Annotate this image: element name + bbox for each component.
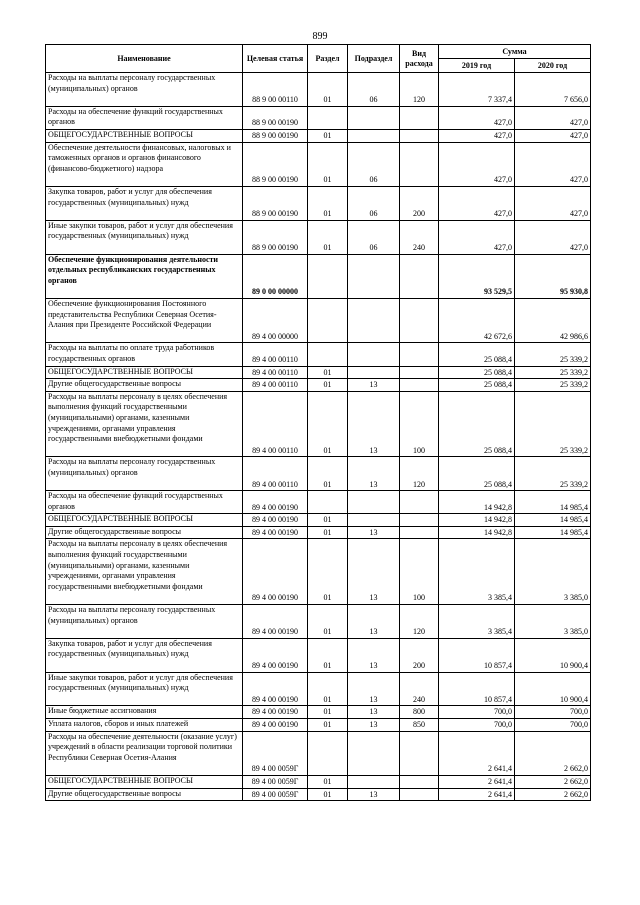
table-row bbox=[46, 186, 591, 220]
cell-sum-2020: 3 385,0 bbox=[515, 539, 591, 605]
cell-name: ОБЩЕГОСУДАРСТВЕННЫЕ ВОПРОСЫ bbox=[46, 366, 243, 379]
cell-expense-type bbox=[400, 366, 439, 379]
cell-subsection: 13 bbox=[348, 539, 400, 605]
table-row bbox=[46, 605, 591, 639]
cell-sum-2019: 10 857,4 bbox=[439, 672, 515, 706]
cell-subsection: 13 bbox=[348, 605, 400, 639]
cell-target-article: 89 4 00 00110 bbox=[243, 379, 308, 392]
cell-sum-2020: 10 900,4 bbox=[515, 672, 591, 706]
cell-target-article: 89 4 00 00190 bbox=[243, 706, 308, 719]
cell-sum-2020: 3 385,0 bbox=[515, 605, 591, 639]
cell-section: 01 bbox=[308, 706, 348, 719]
header-section: Раздел bbox=[308, 45, 348, 73]
cell-name: Расходы на выплаты по оплате труда работников государственных органов bbox=[46, 343, 243, 366]
cell-sum-2020: 2 662,0 bbox=[515, 731, 591, 775]
cell-expense-type bbox=[400, 788, 439, 801]
table-row bbox=[46, 220, 591, 254]
cell-section: 01 bbox=[308, 186, 348, 220]
cell-section: 01 bbox=[308, 73, 348, 107]
cell-expense-type bbox=[400, 106, 439, 129]
cell-expense-type bbox=[400, 731, 439, 775]
cell-sum-2019: 3 385,4 bbox=[439, 605, 515, 639]
cell-expense-type bbox=[400, 379, 439, 392]
cell-subsection: 06 bbox=[348, 220, 400, 254]
cell-target-article: 89 4 00 00000 bbox=[243, 298, 308, 342]
cell-name: Другие общегосударственные вопросы bbox=[46, 379, 243, 392]
cell-sum-2019: 700,0 bbox=[439, 706, 515, 719]
cell-section: 01 bbox=[308, 379, 348, 392]
cell-subsection: 13 bbox=[348, 457, 400, 491]
cell-sum-2020: 427,0 bbox=[515, 106, 591, 129]
cell-sum-2020: 700,0 bbox=[515, 706, 591, 719]
cell-subsection: 13 bbox=[348, 672, 400, 706]
table-row bbox=[46, 106, 591, 129]
cell-name: Расходы на выплаты персоналу в целях обеспечения выполнения функций государственными (муниципальными) органами, казенными учреждениями, органами управления государственными внебюджетными фондами bbox=[46, 539, 243, 605]
cell-expense-type: 100 bbox=[400, 539, 439, 605]
header-year-2019: 2019 год bbox=[439, 59, 515, 73]
cell-target-article: 88 9 00 00190 bbox=[243, 129, 308, 142]
cell-sum-2019: 427,0 bbox=[439, 142, 515, 186]
cell-section: 01 bbox=[308, 605, 348, 639]
table-row bbox=[46, 788, 591, 801]
cell-sum-2019: 93 529,5 bbox=[439, 254, 515, 298]
cell-name: Иные закупки товаров, работ и услуг для обеспечения государственных (муниципальных) нужд bbox=[46, 672, 243, 706]
cell-expense-type: 100 bbox=[400, 391, 439, 457]
cell-subsection: 13 bbox=[348, 379, 400, 392]
cell-sum-2020: 2 662,0 bbox=[515, 776, 591, 789]
cell-expense-type: 800 bbox=[400, 706, 439, 719]
cell-sum-2020: 2 662,0 bbox=[515, 788, 591, 801]
cell-name: Расходы на обеспечение функций государственных органов bbox=[46, 491, 243, 514]
cell-expense-type: 850 bbox=[400, 719, 439, 732]
cell-section: 01 bbox=[308, 366, 348, 379]
header-name: Наименование bbox=[46, 45, 243, 73]
cell-sum-2020: 14 985,4 bbox=[515, 514, 591, 527]
cell-target-article: 89 4 00 00190 bbox=[243, 539, 308, 605]
cell-subsection bbox=[348, 731, 400, 775]
cell-subsection bbox=[348, 298, 400, 342]
cell-name: Иные бюджетные ассигнования bbox=[46, 706, 243, 719]
cell-sum-2020: 427,0 bbox=[515, 220, 591, 254]
cell-name: Обеспечение функционирования Постоянного представительства Республики Северная Осетия-Алания при Президенте Российской Федерации bbox=[46, 298, 243, 342]
cell-name: Уплата налогов, сборов и иных платежей bbox=[46, 719, 243, 732]
cell-section: 01 bbox=[308, 391, 348, 457]
cell-target-article: 89 4 00 00190 bbox=[243, 514, 308, 527]
cell-subsection: 13 bbox=[348, 706, 400, 719]
cell-expense-type bbox=[400, 526, 439, 539]
cell-sum-2020: 427,0 bbox=[515, 186, 591, 220]
table-row bbox=[46, 379, 591, 392]
cell-sum-2019: 2 641,4 bbox=[439, 788, 515, 801]
cell-expense-type: 200 bbox=[400, 186, 439, 220]
cell-section bbox=[308, 343, 348, 366]
cell-section: 01 bbox=[308, 526, 348, 539]
cell-section: 01 bbox=[308, 457, 348, 491]
cell-target-article: 88 9 00 00190 bbox=[243, 106, 308, 129]
cell-section: 01 bbox=[308, 672, 348, 706]
table-row bbox=[46, 514, 591, 527]
table-row bbox=[46, 254, 591, 298]
cell-name: Расходы на выплаты персоналу государственных (муниципальных) органов bbox=[46, 605, 243, 639]
table-row bbox=[46, 142, 591, 186]
cell-section bbox=[308, 106, 348, 129]
cell-subsection bbox=[348, 514, 400, 527]
page-number: 899 bbox=[312, 31, 328, 42]
cell-name: Другие общегосударственные вопросы bbox=[46, 788, 243, 801]
cell-subsection: 13 bbox=[348, 638, 400, 672]
cell-name: Обеспечение деятельности финансовых, налоговых и таможенных органов и органов финансового (финансово-бюджетного) надзора bbox=[46, 142, 243, 186]
cell-expense-type: 120 bbox=[400, 605, 439, 639]
cell-name: Расходы на обеспечение функций государственных органов bbox=[46, 106, 243, 129]
cell-sum-2019: 25 088,4 bbox=[439, 457, 515, 491]
cell-expense-type: 240 bbox=[400, 672, 439, 706]
table-row bbox=[46, 526, 591, 539]
cell-name: Другие общегосударственные вопросы bbox=[46, 526, 243, 539]
cell-target-article: 89 4 00 00110 bbox=[243, 391, 308, 457]
cell-expense-type: 120 bbox=[400, 73, 439, 107]
table-row bbox=[46, 672, 591, 706]
cell-subsection: 13 bbox=[348, 526, 400, 539]
cell-sum-2020: 700,0 bbox=[515, 719, 591, 732]
cell-target-article: 89 4 00 00110 bbox=[243, 343, 308, 366]
cell-target-article: 88 9 00 00110 bbox=[243, 73, 308, 107]
table-row bbox=[46, 719, 591, 732]
cell-sum-2019: 25 088,4 bbox=[439, 343, 515, 366]
cell-section: 01 bbox=[308, 514, 348, 527]
cell-subsection: 13 bbox=[348, 391, 400, 457]
cell-sum-2019: 700,0 bbox=[439, 719, 515, 732]
cell-sum-2020: 25 339,2 bbox=[515, 366, 591, 379]
cell-sum-2019: 427,0 bbox=[439, 106, 515, 129]
cell-expense-type: 120 bbox=[400, 457, 439, 491]
cell-section: 01 bbox=[308, 719, 348, 732]
cell-subsection: 06 bbox=[348, 73, 400, 107]
cell-expense-type bbox=[400, 129, 439, 142]
cell-name: Обеспечение функционирования деятельности отдельных республиканских государственных органов bbox=[46, 254, 243, 298]
table-row bbox=[46, 298, 591, 342]
cell-subsection bbox=[348, 343, 400, 366]
table-row bbox=[46, 776, 591, 789]
table-header bbox=[46, 45, 591, 73]
cell-name: Иные закупки товаров, работ и услуг для обеспечения государственных (муниципальных) нужд bbox=[46, 220, 243, 254]
cell-target-article: 88 9 00 00190 bbox=[243, 142, 308, 186]
cell-target-article: 89 4 00 00190 bbox=[243, 719, 308, 732]
cell-section: 01 bbox=[308, 539, 348, 605]
cell-sum-2019: 14 942,8 bbox=[439, 514, 515, 527]
cell-section: 01 bbox=[308, 142, 348, 186]
table-body bbox=[46, 73, 591, 801]
cell-target-article: 89 4 00 00190 bbox=[243, 491, 308, 514]
cell-sum-2020: 95 930,8 bbox=[515, 254, 591, 298]
cell-name: ОБЩЕГОСУДАРСТВЕННЫЕ ВОПРОСЫ bbox=[46, 776, 243, 789]
cell-sum-2019: 42 672,6 bbox=[439, 298, 515, 342]
cell-name: ОБЩЕГОСУДАРСТВЕННЫЕ ВОПРОСЫ bbox=[46, 129, 243, 142]
cell-subsection: 13 bbox=[348, 719, 400, 732]
cell-name: Расходы на обеспечение деятельности (оказание услуг) учреждений в области реализации торговой политики Республики Северная Осетия-Алания bbox=[46, 731, 243, 775]
cell-name: Расходы на выплаты персоналу государственных (муниципальных) органов bbox=[46, 457, 243, 491]
cell-subsection bbox=[348, 491, 400, 514]
cell-target-article: 89 0 00 00000 bbox=[243, 254, 308, 298]
table-row bbox=[46, 491, 591, 514]
cell-sum-2019: 10 857,4 bbox=[439, 638, 515, 672]
header-target-article: Целевая статья bbox=[243, 45, 308, 73]
cell-section bbox=[308, 491, 348, 514]
cell-target-article: 89 4 00 0059Г bbox=[243, 788, 308, 801]
table-row bbox=[46, 73, 591, 107]
cell-section: 01 bbox=[308, 220, 348, 254]
cell-target-article: 89 4 00 00190 bbox=[243, 526, 308, 539]
cell-sum-2019: 427,0 bbox=[439, 186, 515, 220]
cell-target-article: 89 4 00 00110 bbox=[243, 457, 308, 491]
cell-sum-2019: 25 088,4 bbox=[439, 379, 515, 392]
table-row bbox=[46, 457, 591, 491]
cell-sum-2020: 14 985,4 bbox=[515, 491, 591, 514]
cell-section: 01 bbox=[308, 129, 348, 142]
cell-target-article: 89 4 00 00190 bbox=[243, 672, 308, 706]
cell-name: ОБЩЕГОСУДАРСТВЕННЫЕ ВОПРОСЫ bbox=[46, 514, 243, 527]
cell-target-article: 89 4 00 0059Г bbox=[243, 731, 308, 775]
cell-sum-2020: 10 900,4 bbox=[515, 638, 591, 672]
cell-name: Расходы на выплаты персоналу государственных (муниципальных) органов bbox=[46, 73, 243, 107]
table-row bbox=[46, 343, 591, 366]
header-sum: Сумма bbox=[439, 45, 591, 59]
cell-target-article: 88 9 00 00190 bbox=[243, 220, 308, 254]
cell-section: 01 bbox=[308, 788, 348, 801]
header-subsection: Подраздел bbox=[348, 45, 400, 73]
table-row bbox=[46, 638, 591, 672]
cell-name: Расходы на выплаты персоналу в целях обеспечения выполнения функций государственными (муниципальными) органами, казенными учреждениями, органами управления государственными внебюджетными фондами bbox=[46, 391, 243, 457]
cell-subsection bbox=[348, 254, 400, 298]
cell-subsection bbox=[348, 776, 400, 789]
cell-sum-2019: 2 641,4 bbox=[439, 731, 515, 775]
cell-name: Закупка товаров, работ и услуг для обеспечения государственных (муниципальных) нужд bbox=[46, 186, 243, 220]
cell-sum-2020: 25 339,2 bbox=[515, 457, 591, 491]
cell-expense-type: 200 bbox=[400, 638, 439, 672]
table-row bbox=[46, 539, 591, 605]
cell-target-article: 89 4 00 00110 bbox=[243, 366, 308, 379]
cell-section bbox=[308, 254, 348, 298]
cell-subsection: 06 bbox=[348, 142, 400, 186]
cell-sum-2019: 25 088,4 bbox=[439, 391, 515, 457]
table-row bbox=[46, 731, 591, 775]
budget-table bbox=[45, 44, 591, 801]
cell-section: 01 bbox=[308, 776, 348, 789]
cell-expense-type bbox=[400, 298, 439, 342]
cell-sum-2020: 42 986,6 bbox=[515, 298, 591, 342]
cell-sum-2019: 427,0 bbox=[439, 129, 515, 142]
cell-target-article: 89 4 00 0059Г bbox=[243, 776, 308, 789]
cell-sum-2019: 2 641,4 bbox=[439, 776, 515, 789]
table-row bbox=[46, 706, 591, 719]
table-row bbox=[46, 391, 591, 457]
cell-expense-type bbox=[400, 254, 439, 298]
cell-subsection: 13 bbox=[348, 788, 400, 801]
cell-expense-type bbox=[400, 776, 439, 789]
cell-subsection bbox=[348, 106, 400, 129]
cell-expense-type bbox=[400, 491, 439, 514]
cell-section: 01 bbox=[308, 638, 348, 672]
cell-target-article: 89 4 00 00190 bbox=[243, 605, 308, 639]
table-row bbox=[46, 366, 591, 379]
cell-sum-2020: 25 339,2 bbox=[515, 391, 591, 457]
cell-subsection bbox=[348, 366, 400, 379]
cell-sum-2019: 3 385,4 bbox=[439, 539, 515, 605]
cell-target-article: 89 4 00 00190 bbox=[243, 638, 308, 672]
cell-sum-2019: 25 088,4 bbox=[439, 366, 515, 379]
cell-sum-2020: 14 985,4 bbox=[515, 526, 591, 539]
cell-sum-2020: 7 656,0 bbox=[515, 73, 591, 107]
cell-section bbox=[308, 731, 348, 775]
cell-section bbox=[308, 298, 348, 342]
cell-sum-2019: 7 337,4 bbox=[439, 73, 515, 107]
cell-sum-2019: 14 942,8 bbox=[439, 526, 515, 539]
cell-sum-2020: 427,0 bbox=[515, 129, 591, 142]
cell-name: Закупка товаров, работ и услуг для обеспечения государственных (муниципальных) нужд bbox=[46, 638, 243, 672]
cell-expense-type bbox=[400, 514, 439, 527]
cell-sum-2019: 427,0 bbox=[439, 220, 515, 254]
header-expense-type: Вид расхода bbox=[400, 45, 439, 73]
cell-sum-2020: 25 339,2 bbox=[515, 379, 591, 392]
cell-subsection bbox=[348, 129, 400, 142]
cell-expense-type: 240 bbox=[400, 220, 439, 254]
cell-expense-type bbox=[400, 142, 439, 186]
cell-expense-type bbox=[400, 343, 439, 366]
cell-sum-2020: 25 339,2 bbox=[515, 343, 591, 366]
header-year-2020: 2020 год bbox=[515, 59, 591, 73]
cell-sum-2019: 14 942,8 bbox=[439, 491, 515, 514]
cell-sum-2020: 427,0 bbox=[515, 142, 591, 186]
cell-subsection: 06 bbox=[348, 186, 400, 220]
cell-target-article: 88 9 00 00190 bbox=[243, 186, 308, 220]
table-row bbox=[46, 129, 591, 142]
